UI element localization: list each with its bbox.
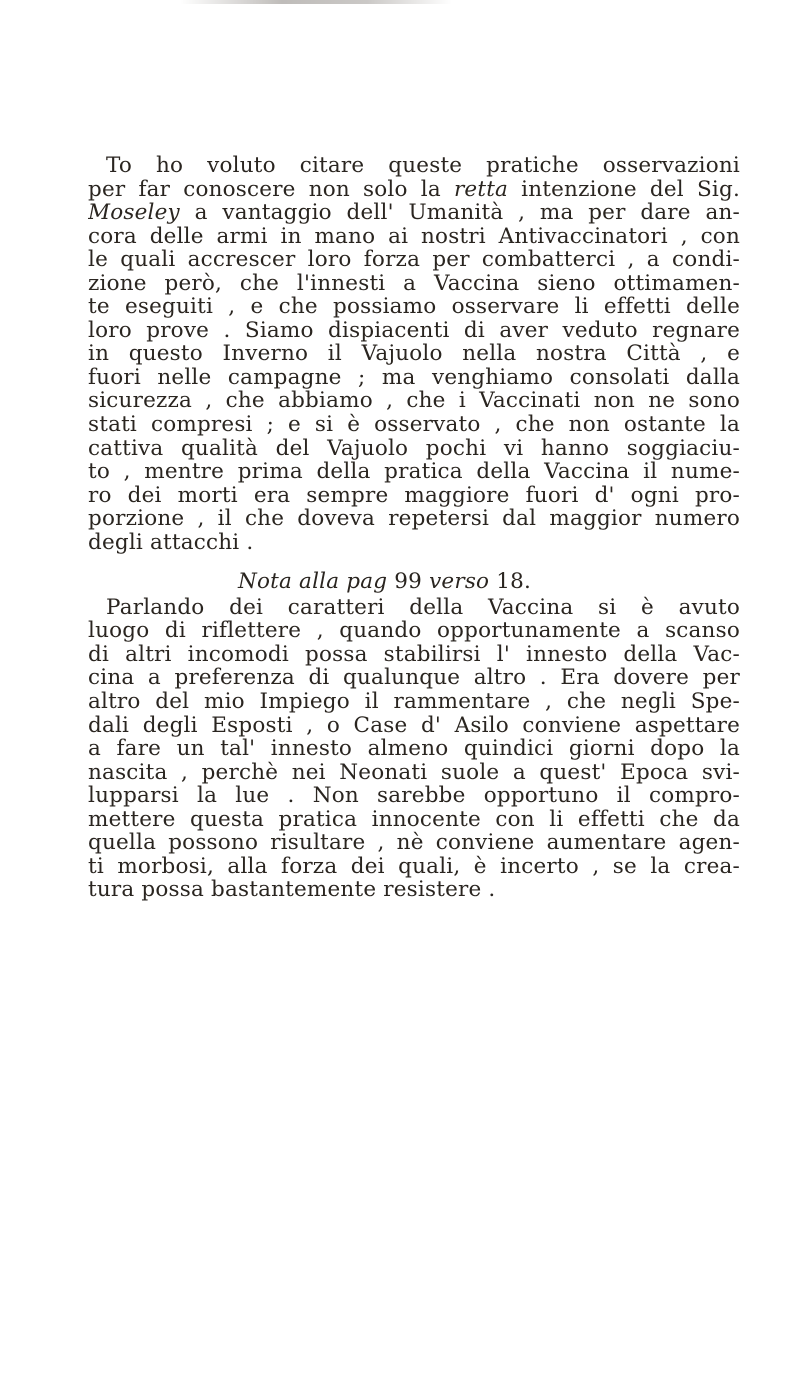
text-line: sicurezza , che abbiamo , che i Vaccinati non ne sono: [88, 389, 740, 414]
page-body: [88, 154, 740, 902]
italic-word: retta: [453, 177, 509, 202]
text-line: stati compresi ; e si è osservato , che non ostante la: [88, 413, 740, 437]
note-verso-number: 18.: [496, 569, 532, 595]
text-line: zione però, che l'innesti a Vaccina sieno ottimamen-: [88, 271, 740, 296]
text-line: loro prove . Siamo dispiacenti di aver veduto regnare: [88, 318, 740, 343]
text-fragment: per far conoscere non solo la: [88, 177, 441, 202]
text-line: ti morbosi, alla forza dei quali, è incerto , se la crea-: [88, 854, 740, 879]
text-line: Parlando dei caratteri della Vaccina si è avuto: [106, 595, 740, 620]
italic-name: Moseley: [88, 201, 180, 225]
text-line: [88, 178, 740, 202]
text-line: ro dei morti era sempre maggiore fuori d' ogni pro-: [88, 483, 740, 508]
text-line: tura possa bastantemente resistere .: [88, 878, 496, 902]
text-fragment: intenzione del Sig.: [521, 177, 740, 202]
text-line: luogo di riflettere , quando opportunamente a scanso: [88, 619, 740, 643]
text-line: te eseguiti , e che possiamo osservare li effetti delle: [88, 295, 740, 319]
note-heading: [88, 570, 740, 594]
text-line: porzione , il che doveva repetersi dal maggior numero: [88, 507, 740, 531]
text-fragment: a vantaggio dell' Umanità , ma per dare an-: [194, 201, 740, 225]
text-line: fuori nelle campagne ; ma venghiamo consolati dalla: [88, 365, 740, 390]
text-line: degli attacchi .: [88, 530, 254, 555]
text-line: a fare un tal' innesto almeno quindici giorni dopo la: [88, 737, 740, 761]
text-line: To ho voluto citare queste pratiche osservazioni: [106, 154, 740, 178]
text-line: di altri incomodi possa stabilirsi l' innesto della Vac-: [88, 642, 740, 667]
note-label: Nota alla pag: [238, 569, 388, 595]
text-line: cattiva qualità del Vajuolo pochi vi hanno soggiaciu-: [88, 436, 740, 461]
text-line: quella possono risultare , nè conviene aumentare agen-: [88, 831, 740, 855]
text-line: in questo Inverno il Vajuolo nella nostra Città , e: [88, 342, 740, 366]
text-line: le quali accrescer loro forza per combatterci , a condi-: [88, 248, 740, 272]
text-line: altro del mio Impiego il rammentare , che negli Spe-: [88, 690, 740, 714]
text-line: cora delle armi in mano ai nostri Antivaccinatori , con: [88, 224, 740, 249]
paragraph-2: [88, 596, 740, 902]
text-line: dali degli Esposti , o Case d' Asilo conviene aspettare: [88, 713, 740, 738]
note-verso-label: verso: [429, 569, 490, 595]
paragraph-1: [88, 154, 740, 554]
text-line: to , mentre prima della pratica della Vaccina il nume-: [88, 460, 740, 484]
text-line: mettere questa pratica innocente con li effetti che da: [88, 807, 740, 832]
text-line: nascita , perchè nei Neonati suole a quest' Epoca svi-: [88, 760, 740, 785]
text-line: [88, 201, 740, 225]
page-top-shadow: [0, 0, 800, 20]
text-line: cina a preferenza di qualunque altro . Era dovere per: [88, 666, 740, 691]
note-page-number: 99: [394, 569, 423, 595]
text-line: lupparsi la lue . Non sarebbe opportuno il compro-: [88, 784, 740, 808]
